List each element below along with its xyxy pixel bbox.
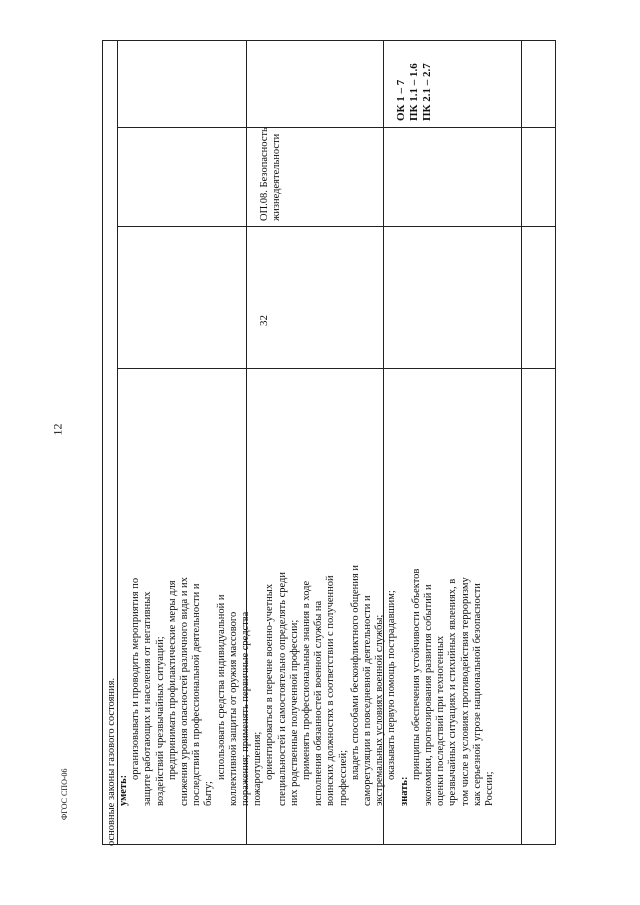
curriculum-table (102, 40, 556, 845)
skill-line: применять профессиональные знания в ходе (301, 580, 313, 780)
knowledge-line: России; (484, 771, 496, 806)
skill-line: использовать средства индивидуальной и (215, 594, 227, 780)
skill-line: последствий в профессиональной деятельности и (191, 583, 203, 806)
competency-item: ПК 2.1 – 2.7 (421, 63, 433, 121)
skill-line: саморегуляции в повседневной деятельности и (362, 595, 374, 806)
skill-line: защите работающих и населения от негативных (142, 591, 154, 806)
skill-line: организовывать и проводить мероприятия по (130, 577, 142, 780)
table-cell-text: основные законы газового состояния. (106, 677, 117, 846)
knowledge-line: оценки последствий при техногенных (435, 635, 447, 806)
competency-item: ПК 1.1 – 1.6 (408, 63, 420, 121)
skill-line: коллективной защиты от оружия массового (227, 611, 239, 806)
skill-line: воздействий чрезвычайных ситуаций; (154, 636, 166, 806)
competencies-list (395, 63, 434, 121)
skill-line: специальностей и самостоятельно определять среди (276, 572, 288, 806)
competency-item: ОК 1 – 7 (395, 79, 407, 121)
table-divider (521, 41, 522, 844)
knowledge-line: том числе в условиях противодействия терроризму (459, 577, 471, 806)
discipline-line: ОП.08. Безопасность (259, 127, 270, 221)
table-divider (117, 127, 555, 128)
skill-line: экстремальных условиях военной службы; (374, 614, 386, 806)
footer-mark: ФГОС СПО-06 (60, 768, 69, 820)
skill-line: быту; (203, 781, 215, 806)
knowledge-line: принципы обеспечения устойчивости объектов (410, 568, 422, 780)
skills-label-umet: уметь: (118, 774, 129, 806)
skill-line: поражения; применять первичные средства (240, 611, 252, 806)
page-number: 12 (50, 423, 65, 436)
discipline-name (259, 127, 283, 221)
discipline-line: жизнедеятельности (271, 133, 283, 221)
skill-line: исполнения обязанностей военной службы на (313, 600, 325, 806)
skills-label-znat: знать: (398, 776, 410, 806)
knowledge-line: экономики, прогнозирования развития событий и (423, 584, 435, 806)
skill-line: владеть способами бесконфликтного общения и (349, 565, 361, 780)
knowledge-line: чрезвычайных ситуациях и стихийных явлениях, в (447, 578, 459, 806)
skill-line: них родственные полученной профессии; (288, 619, 300, 806)
skill-line: предпринимать профилактические меры для (166, 580, 178, 780)
skill-line: ориентироваться в перечне военно-учетных (264, 583, 276, 780)
skill-line: пожаротушения; (252, 731, 264, 806)
skill-line: снижения уровня опасностей различного вида и их (179, 577, 191, 806)
skills-cell (118, 206, 496, 806)
hours-value: 32 (258, 315, 270, 326)
knowledge-line: как серьезной угрозе национальной безопасности (471, 583, 483, 806)
skill-line: воинских должностях в соответствии с полученной (325, 575, 337, 806)
skill-line: оказывать первую помощь пострадавшим; (386, 590, 398, 780)
skill-line: профессией; (337, 750, 349, 806)
